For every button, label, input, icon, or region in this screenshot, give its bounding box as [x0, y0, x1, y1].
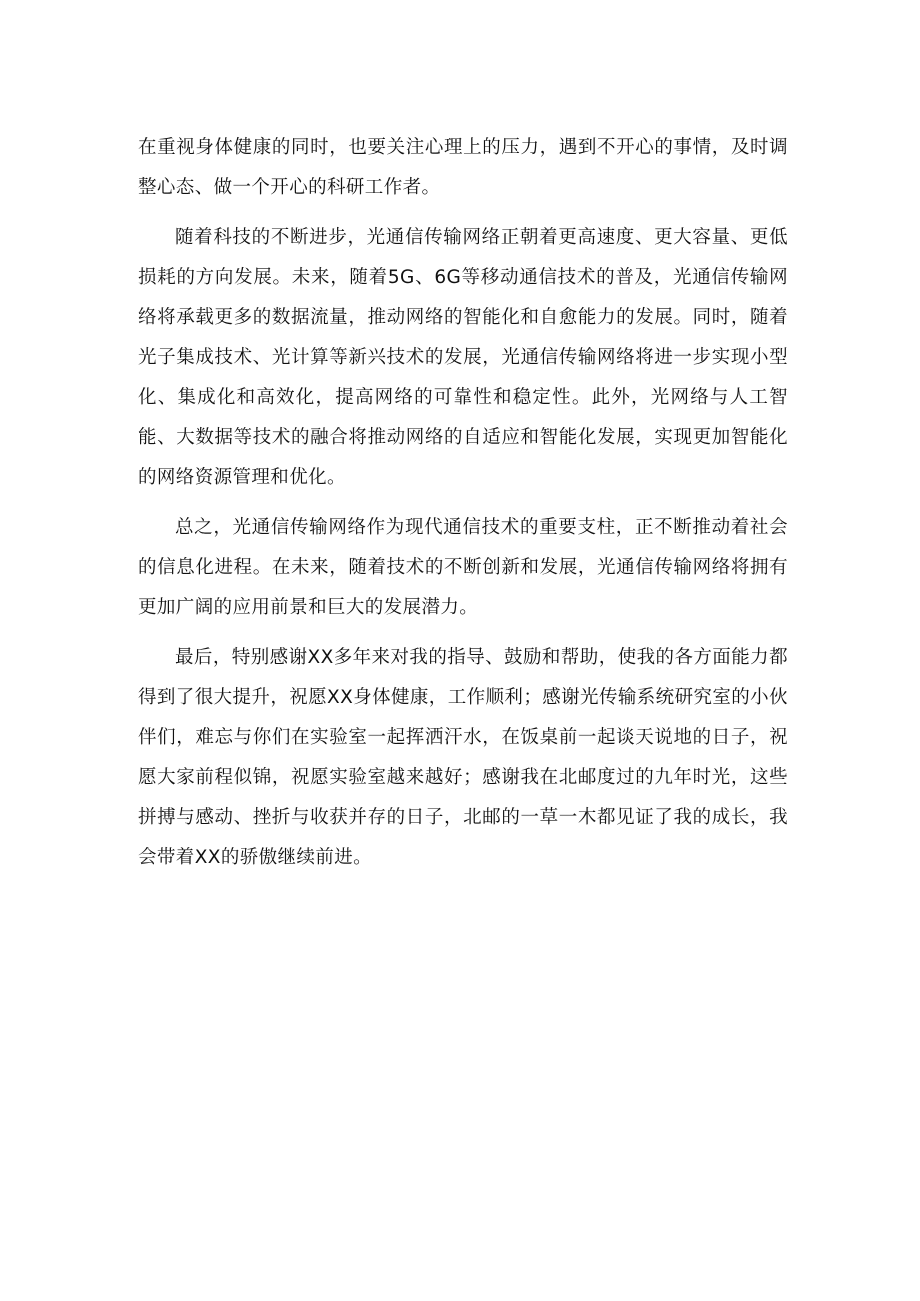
paragraph-2-text: 随着科技的不断进步，光通信传输网络正朝着更高速度、更大容量、更低损耗的方向发展。未来，随着5G、6G等移动通信技术的普及，光通信传输网络将承载更多的数据流量，推动网络的智能化和自愈能力的发展。同时，随着光子集成技术、光计算等新兴技术的发展，光通信传输网络将进一步实现小型化、集成化和高效化，提高网络的可靠性和稳定性。此外，光网络与人工智能、大数据等技术的融合将推动网络的自适应和智能化发展，实现更加智能化的网络资源管理和优化。 — [138, 227, 788, 488]
document-body — [138, 128, 788, 888]
paragraph-1 — [138, 128, 788, 208]
paragraph-1-text: 在重视身体健康的同时，也要关注心理上的压力，遇到不开心的事情，及时调整心态、做一个开心的科研工作者。 — [138, 137, 788, 198]
paragraph-2 — [138, 218, 788, 498]
paragraph-3 — [138, 508, 788, 628]
paragraph-4 — [138, 638, 788, 878]
paragraph-4-text: 最后，特别感谢XX多年来对我的指导、鼓励和帮助，使我的各方面能力都得到了很大提升，祝愿XX身体健康，工作顺利；感谢光传输系统研究室的小伙伴们，难忘与你们在实验室一起挥洒汗水，在饭桌前一起谈天说地的日子，祝愿大家前程似锦，祝愿实验室越来越好；感谢我在北邮度过的九年时光，这些拼搏与感动、挫折与收获并存的日子，北邮的一草一木都见证了我的成长，我会带着XX的骄傲继续前进。 — [138, 647, 788, 868]
paragraph-3-text: 总之，光通信传输网络作为现代通信技术的重要支柱，正不断推动着社会的信息化进程。在未来，随着技术的不断创新和发展，光通信传输网络将拥有更加广阔的应用前景和巨大的发展潜力。 — [138, 517, 788, 618]
